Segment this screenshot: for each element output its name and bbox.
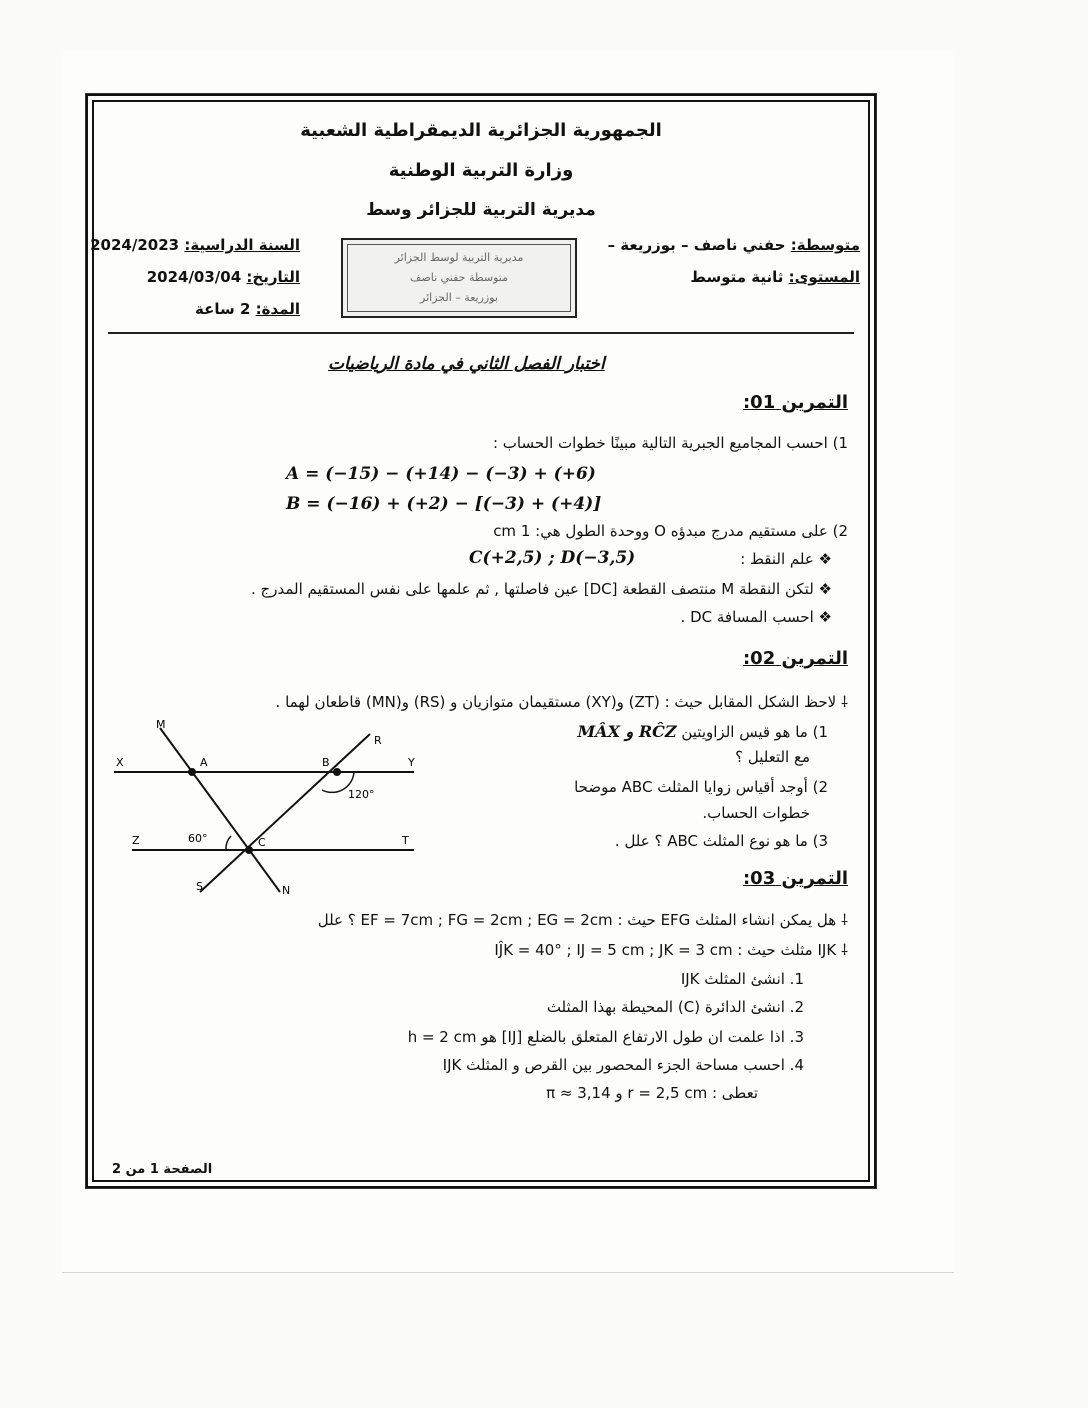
- school-value: حفني ناصف – بوزريعة –: [607, 236, 786, 254]
- parallel-lines-figure: [108, 716, 418, 902]
- point-a: [188, 768, 196, 776]
- expr-b: B = (−16) + (+2) − [(−3) + (+4)]: [286, 494, 602, 514]
- level-label: المستوى:: [788, 268, 860, 286]
- date-value: 2024/03/04: [146, 268, 242, 286]
- duration-label: المدة:: [255, 300, 300, 318]
- ex2-q1-justify: مع التعليل ؟: [735, 748, 810, 766]
- ex1-bullet-1: ❖ علم النقط :: [740, 550, 832, 568]
- ex3-item-4: 4. احسب مساحة الجزء المحصور بين القرص و المثلث IJK: [442, 1056, 804, 1074]
- year-line: [90, 236, 300, 254]
- label-y: Y: [408, 756, 415, 769]
- duration-line: [195, 300, 300, 318]
- point-b: [333, 768, 341, 776]
- ex1-bullet-2: ❖ لتكن النقطة M منتصف القطعة [DC] عين فاصلتها , ثم علمها على نفس المستقيم المدرج .: [251, 580, 832, 598]
- level-value: ثانية متوسط: [690, 268, 784, 286]
- ex3-line-2: ⸸ IJK مثلث حيث : IĴK = 40° ; IJ = 5 cm ; JK = 3 cm: [494, 941, 848, 959]
- directorate-heading: مديرية التربية للجزائر وسط: [366, 200, 596, 220]
- ex2-q1-text: 1) ما هو قيس الزاويتين: [681, 723, 828, 741]
- ex3-item-2: 2. انشئ الدائرة (C) المحيطة بهذا المثلث: [546, 998, 804, 1016]
- expr-a: A = (−15) − (+14) − (−3) + (+6): [286, 464, 596, 484]
- line-rs: [200, 734, 370, 892]
- label-b: B: [322, 756, 330, 769]
- label-t: T: [402, 834, 409, 847]
- school-stamp: [341, 238, 577, 318]
- angle-arc-60: [226, 836, 231, 850]
- ex3-heading: التمرين 03:: [742, 868, 848, 889]
- label-x: X: [116, 756, 124, 769]
- stamp-line-1: مديرية التربية لوسط الجزائر: [394, 251, 524, 264]
- ex2-q3: 3) ما هو نوع المثلث ABC ؟ علل .: [614, 832, 828, 850]
- exam-frame: [86, 94, 876, 1188]
- ex2-heading: التمرين 02:: [742, 648, 848, 669]
- republic-heading: الجمهورية الجزائرية الديمقراطية الشعبية: [300, 120, 662, 141]
- line-mn: [160, 728, 280, 892]
- ex2-q2: 2) أوجد أقياس زوايا المثلث ABC موضحا: [574, 778, 828, 796]
- label-r: R: [374, 734, 382, 747]
- ex3-given: تعطى : r = 2,5 cm و π ≈ 3,14: [546, 1084, 758, 1102]
- points-cd: C(+2,5) ; D(−3,5): [469, 548, 636, 568]
- ex2-q2-steps: خطوات الحساب.: [702, 804, 810, 822]
- date-label: التاريخ:: [246, 268, 300, 286]
- label-c: C: [258, 836, 266, 849]
- ex2-intro: ⸸ لاحظ الشكل المقابل حيث : (ZT) و(XY) مستقيمان متوازيان و (RS) و(MN) قاطعان لهما .: [275, 693, 848, 711]
- label-n: N: [282, 884, 291, 897]
- level-line: [690, 268, 860, 286]
- school-line: [608, 236, 860, 254]
- label-120: 120°: [348, 788, 375, 801]
- label-60: 60°: [188, 832, 208, 845]
- header-separator: [108, 332, 854, 334]
- school-label: متوسطة:: [790, 236, 860, 254]
- ex1-q1: 1) احسب المجاميع الجبرية التالية مبينًا خطوات الحساب :: [492, 434, 848, 452]
- stamp-border: [347, 244, 571, 312]
- label-z: Z: [132, 834, 140, 847]
- ex3-item-3: 3. اذا علمت ان طول الارتفاع المتعلق بالضلع [IJ] هو h = 2 cm: [407, 1028, 804, 1046]
- exam-frame-inner: [92, 100, 870, 1182]
- ex1-q2: 2) على مستقيم مدرج مبدؤه O ووحدة الطول هي: 1 cm: [493, 522, 848, 540]
- ex1-bullet-3: ❖ احسب المسافة DC .: [680, 608, 832, 626]
- label-m: M: [156, 718, 166, 731]
- label-a: A: [200, 756, 208, 769]
- page-footer: الصفحة 1 من 2: [112, 1162, 213, 1177]
- label-s: S: [196, 880, 203, 893]
- duration-value: 2 ساعة: [195, 300, 251, 318]
- date-line: [147, 268, 300, 286]
- year-label: السنة الدراسية:: [184, 236, 300, 254]
- ex3-line-1: ⸸ هل يمكن انشاء المثلث EFG حيث : EF = 7cm ; FG = 2cm ; EG = 2cm ؟ علل: [317, 911, 848, 929]
- stamp-line-3: بوزريعة – الجزائر: [420, 291, 498, 304]
- ex2-angles: RĈZ و MÂX: [577, 722, 677, 741]
- ex1-heading: التمرين 01:: [742, 392, 848, 413]
- point-c: [245, 846, 253, 854]
- year-value: 2024/2023: [90, 236, 180, 254]
- stamp-line-2: متوسطة حفني ناصف: [409, 271, 509, 284]
- exam-title: اختبار الفصل الثاني في مادة الرياضيات: [328, 354, 605, 374]
- ex2-q1: [577, 722, 828, 741]
- ministry-heading: وزارة التربية الوطنية: [388, 160, 574, 181]
- ex3-item-1: 1. انشئ المثلث IJK: [680, 970, 804, 988]
